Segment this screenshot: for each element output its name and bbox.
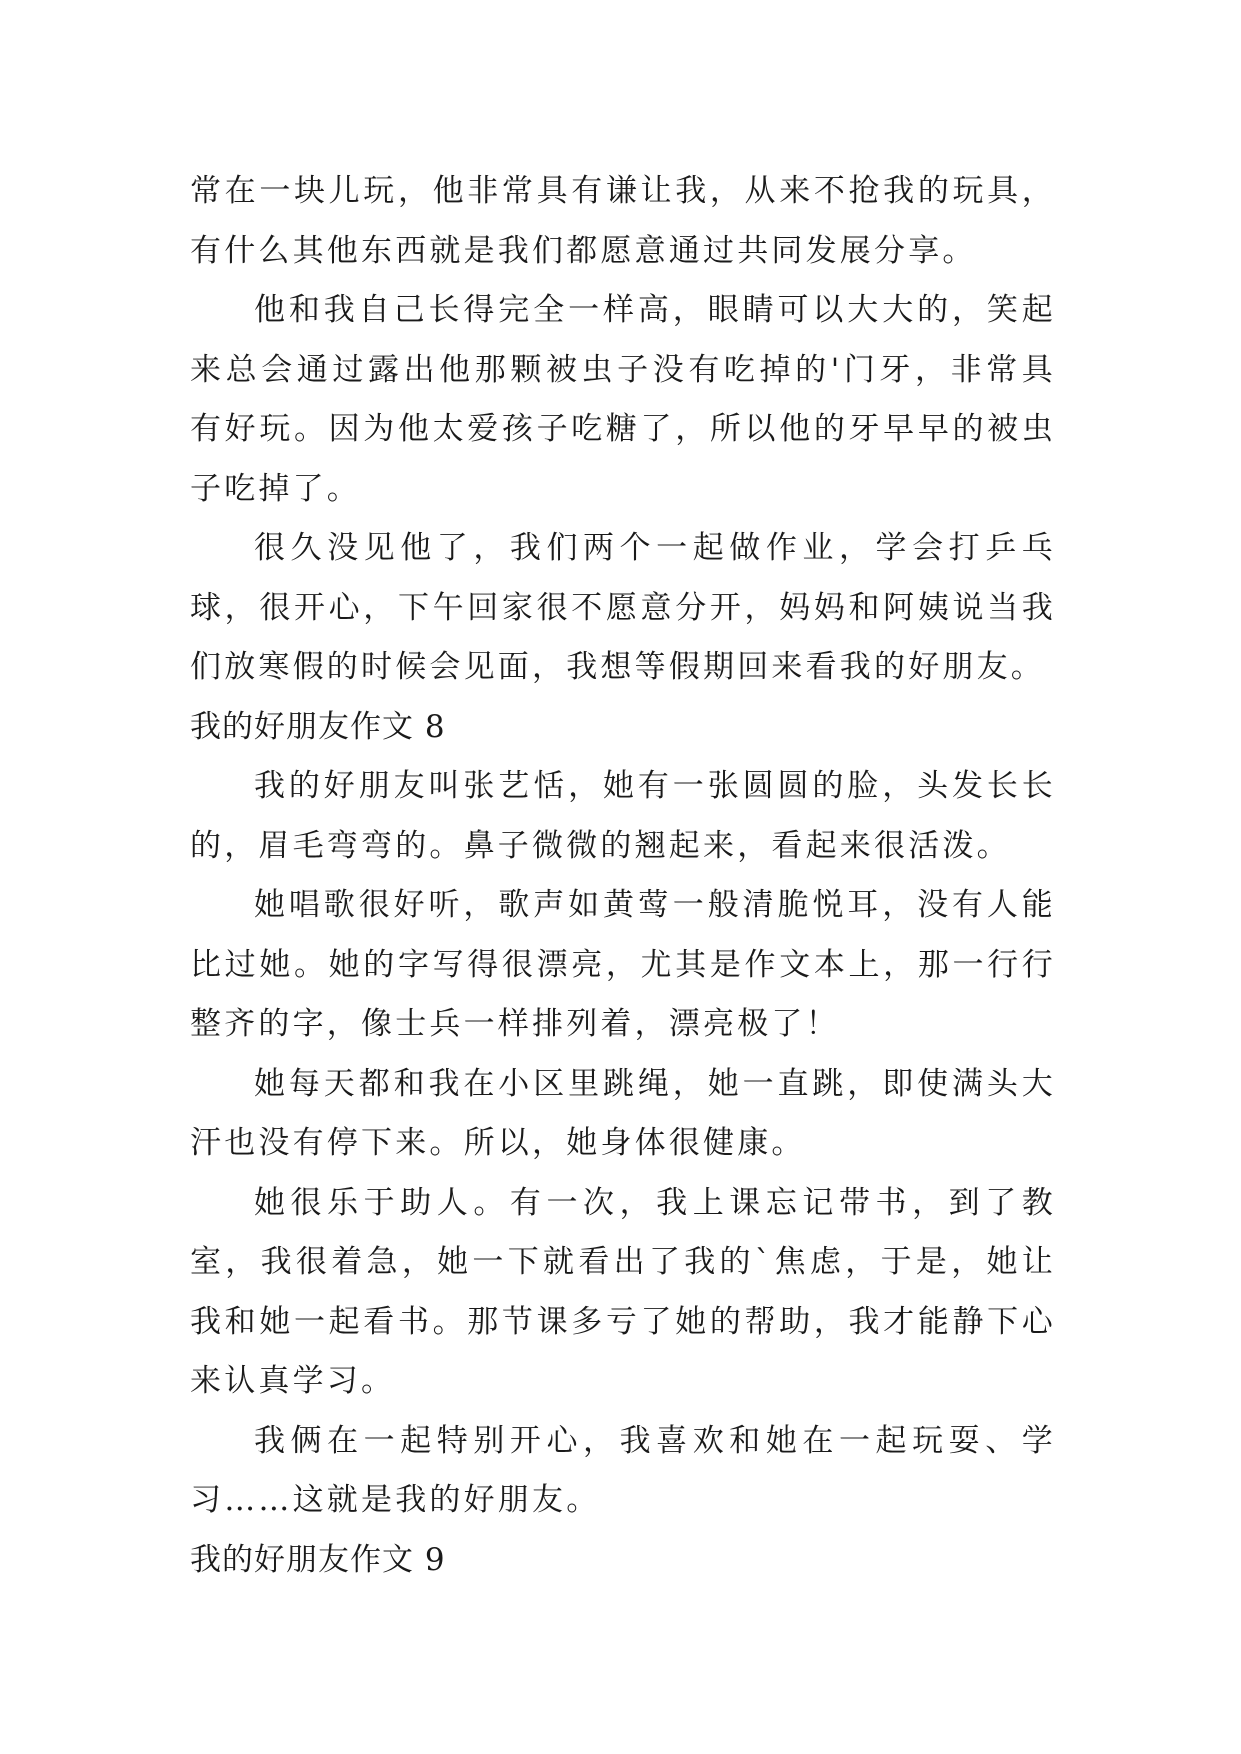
- paragraph-singing-writing: 她唱歌很好听，歌声如黄莺一般清脆悦耳，没有人能比过她。她的字写得很漂亮，尤其是作文本上，那一行行整齐的字，像士兵一样排列着，漂亮极了！: [190, 887, 1056, 1042]
- paragraph-conclusion: 我俩在一起特别开心，我喜欢和她在一起玩耍、学习……这就是我的好朋友。: [190, 1422, 1056, 1518]
- paragraph-helpful: 她很乐于助人。有一次，我上课忘记带书，到了教室，我很着急，她一下就看出了我的`焦虑，于是，她让我和她一起看书。那节课多亏了她的帮助，我才能静下心来认真学习。: [190, 1184, 1056, 1399]
- paragraph-friend-intro: 我的好朋友叫张艺恬，她有一张圆圆的脸，头发长长的，眉毛弯弯的。鼻子微微的翘起来，看起来很活泼。: [190, 768, 1056, 864]
- paragraph-jump-rope: 她每天都和我在小区里跳绳，她一直跳，即使满头大汗也没有停下来。所以，她身体很健康。: [190, 1065, 1056, 1161]
- document-body: [190, 162, 1056, 1590]
- paragraph-continued: 常在一块儿玩，他非常具有谦让我，从来不抢我的玩具，有什么其他东西就是我们都愿意通过共同发展分享。: [190, 173, 1056, 269]
- paragraph-friend-appearance: 他和我自己长得完全一样高，眼睛可以大大的，笑起来总会通过露出他那颗被虫子没有吃掉的'门牙，非常具有好玩。因为他太爱孩子吃糖了，所以他的牙早早的被虫子吃掉了。: [190, 292, 1056, 507]
- paragraph-reunion: 很久没见他了，我们两个一起做作业，学会打乒乓球，很开心，下午回家很不愿意分开，妈妈和阿姨说当我们放寒假的时候会见面，我想等假期回来看我的好朋友。: [190, 530, 1056, 685]
- essay-heading-8: 我的好朋友作文 8: [190, 708, 446, 745]
- essay-heading-9: 我的好朋友作文 9: [190, 1541, 446, 1578]
